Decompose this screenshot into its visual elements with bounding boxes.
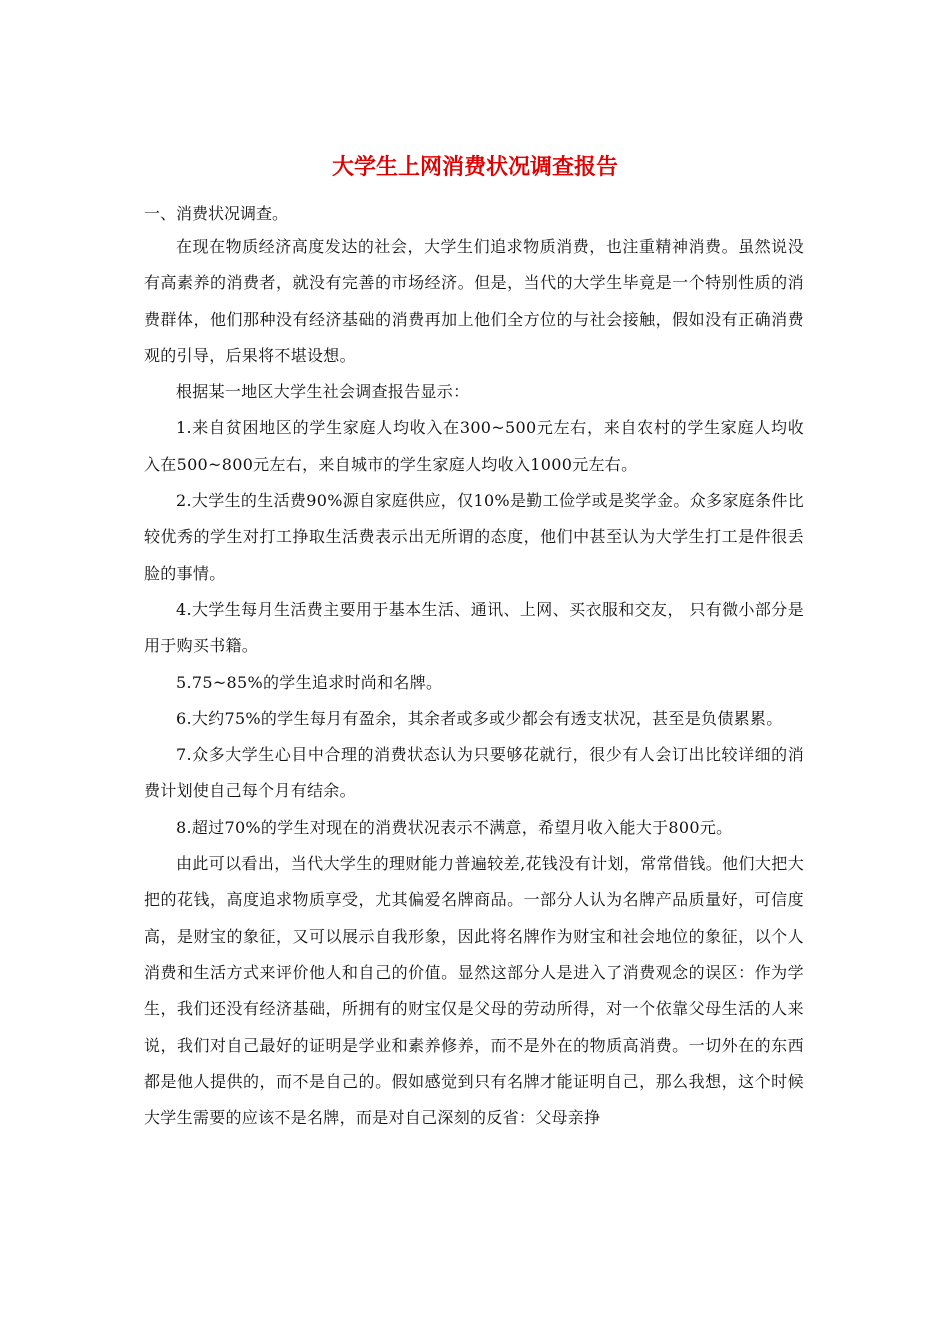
paragraph-survey-lead: 根据某一地区大学生社会调查报告显示： — [176, 382, 470, 402]
paragraph-intro: 在现在物质经济高度发达的社会，大学生们追求物质消费，也注重精神消费。虽然说没有高素养的消费者，就没有完善的市场经济。但是，当代的大学生毕竟是一个特别性质的消费群体，他们那种没有经济基础的消费再加上他们全方位的与社会接触，假如没有正确消费观的引导，后果将不堪设想。 — [144, 237, 804, 365]
list-item-1: 1.来自贫困地区的学生家庭人均收入在300~500元左右，来自农村的学生家庭人均收入在500~800元左右，来自城市的学生家庭人均收入1000元左右。 — [144, 418, 804, 474]
paragraph-analysis: 由此可以看出，当代大学生的理财能力普遍较差,花钱没有计划，常常借钱。他们大把大把的花钱，高度追求物质享受，尤其偏爱名牌商品。一部分人认为名牌产品质量好，可信度高，是财宝的象征，又可以展示自我形象，因此将名牌作为财宝和社会地位的象征，以个人消费和生活方式来评价他人和自己的价值。显然这部分人是进入了消费观念的误区：作为学生，我们还没有经济基础，所拥有的财宝仅是父母的劳动所得，对一个依靠父母生活的人来说，我们对自己最好的证明是学业和素养修养，而不是外在的物质高消费。一切外在的东西都是他人提供的，而不是自己的。假如感觉到只有名牌才能证明自己，那么我想，这个时候大学生需要的应该不是名牌，而是对自己深刻的反省：父母亲挣 — [144, 854, 804, 1128]
list-item-7: 7.众多大学生心目中合理的消费状态认为只要够花就行，很少有人会订出比较详细的消费计划使自己每个月有结余。 — [144, 745, 804, 801]
document-body — [144, 229, 804, 1136]
list-item-8: 8.超过70%的学生对现在的消费状况表示不满意，希望月收入能大于800元。 — [176, 817, 733, 837]
list-item-2: 2.大学生的生活费90%源自家庭供应，仅10%是勤工俭学或是奖学金。众多家庭条件比较优秀的学生对打工挣取生活费表示出无所谓的态度，他们中甚至认为大学生打工是件很丢脸的事情。 — [144, 491, 804, 583]
document-title: 大学生上网消费状况调查报告 — [331, 155, 618, 180]
list-item-6: 6.大约75%的学生每月有盈余，其余者或多或少都会有透支状况，甚至是负债累累。 — [176, 708, 783, 728]
section-heading: 一、消费状况调查。 — [144, 204, 289, 223]
list-item-5: 5.75~85%的学生追求时尚和名牌。 — [176, 672, 443, 692]
list-item-4: 4.大学生每月生活费主要用于基本生活、通讯、上网、买衣服和交友， 只有微小部分是用于购买书籍。 — [144, 599, 804, 656]
